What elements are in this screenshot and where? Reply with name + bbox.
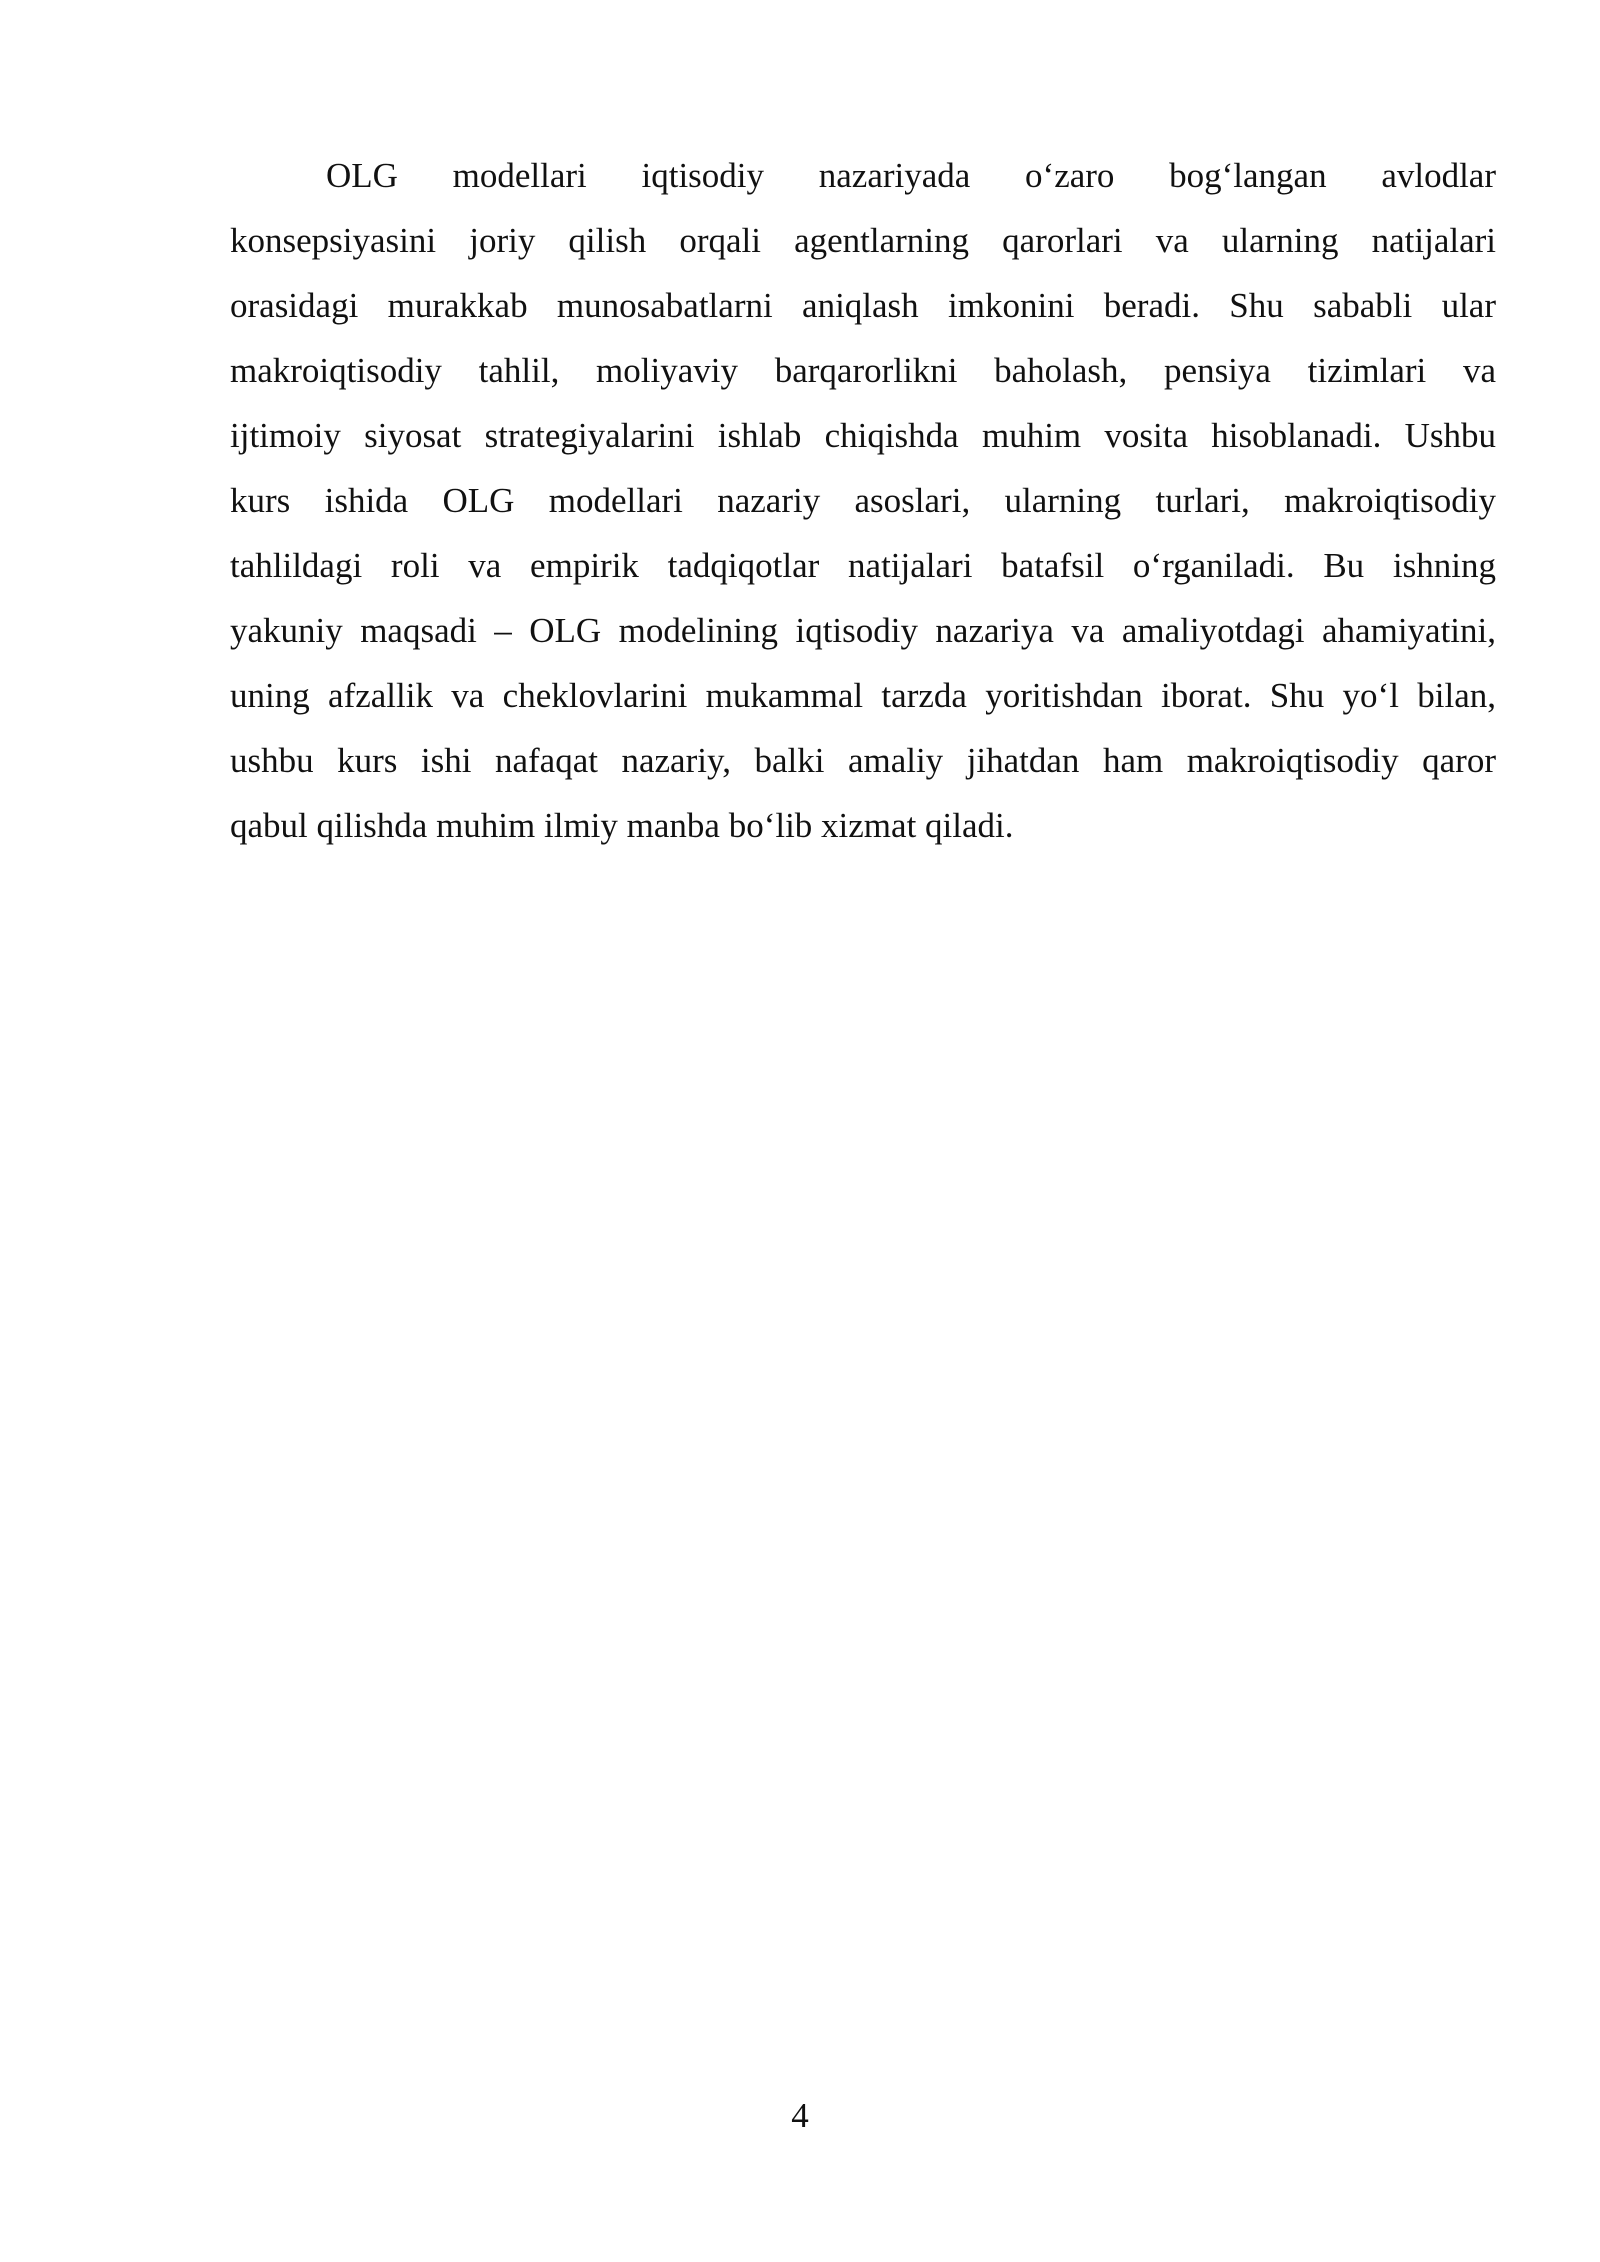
page-number: 4	[791, 2096, 809, 2135]
paragraph-line: orasidagi murakkab munosabatlarni aniqlash imkonini beradi. Shu sababli ular	[230, 286, 1496, 325]
paragraph-line: makroiqtisodiy tahlil, moliyaviy barqarorlikni baholash, pensiya tizimlari va	[230, 351, 1496, 390]
paragraph-line: qabul qilishda muhim ilmiy manba bo‘lib xizmat qiladi.	[230, 806, 1014, 845]
paragraph-line: konsepsiyasini joriy qilish orqali agentlarning qarorlari va ularning natijalari	[230, 221, 1496, 260]
paragraph-line: kurs ishida OLG modellari nazariy asoslari, ularning turlari, makroiqtisodiy	[230, 481, 1496, 520]
paragraph-line: yakuniy maqsadi – OLG modelining iqtisodiy nazariya va amaliyotdagi ahamiyatini,	[230, 611, 1496, 650]
paragraph-line: ijtimoiy siyosat strategiyalarini ishlab chiqishda muhim vosita hisoblanadi. Ushbu	[230, 416, 1496, 455]
paragraph-line: ushbu kurs ishi nafaqat nazariy, balki amaliy jihatdan ham makroiqtisodiy qaror	[230, 741, 1496, 780]
paragraph-line: OLG modellari iqtisodiy nazariyada o‘zaro bog‘langan avlodlar	[326, 156, 1496, 195]
paragraph-line: uning afzallik va cheklovlarini mukammal tarzda yoritishdan iborat. Shu yo‘l bilan,	[230, 676, 1496, 715]
paragraph-line: tahlildagi roli va empirik tadqiqotlar natijalari batafsil o‘rganiladi. Bu ishning	[230, 546, 1496, 585]
